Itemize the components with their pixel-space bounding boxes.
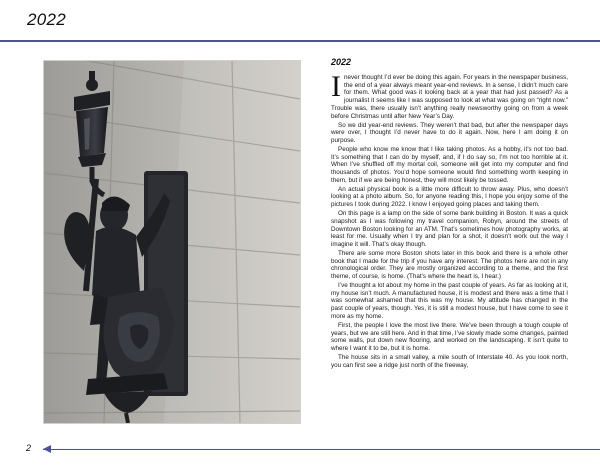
arrow-left-icon (43, 445, 51, 453)
top-rule (0, 40, 600, 42)
paragraph: So we did year-end reviews. They weren’t that bad, but after the newspaper days were over, I thought I’d never have to do it again. Now, here I am doing it on purpose. (331, 121, 568, 144)
paragraph: First, the people I love the most live there. We’ve been through a tough couple of years, but we are still here. And in that time, I’ve slowly made some changes, painted some walls, put down new flooring, and worked on the landscaping. It isn’t quite to where I want it to be, but it is home. (331, 321, 568, 352)
bottom-rule (43, 449, 600, 450)
paragraph: On this page is a lamp on the side of some bank building in Boston. It was a quick snapshot as I was following my travel companion, Robyn, around the streets of Downtown Boston looking for an ATM. That’s sometimes how photography works, at least for me. Usually when I try and plan for a shot, it doesn’t work out the way I imagine it will. That’s okay though. (331, 210, 568, 248)
article (331, 57, 568, 371)
paragraph-text: never thought I’d ever be doing this again. For years in the newspaper business, the end of a year always meant year-end reviews. In a sense, I didn’t much care for them. What good was it looking back at a year that had just passed? As a journalist it seems like I was supposed to look at what was going on “right now.” Trouble was, there usually isn’t anything really newsworthy going on from a week before Christmas until after New Year’s Day. (331, 74, 568, 120)
wall-lamp-statue-icon (44, 61, 300, 423)
drop-cap: I (331, 70, 341, 103)
paragraph: The house sits in a small valley, a mile south of Interstate 40. As you look north, you can first see a ridge just north of the freeway, (331, 353, 568, 369)
paragraph (331, 70, 568, 120)
paragraph: People who know me know that I like taking photos. As a hobby, it’s not too bad. It’s something that I can do by myself, and, if I do say so, I’m not too horrible at it. When I’ve shuffled off my mortal coil, someone will get into my computer and find thousands of photos. You’d hope someone would find something worth keeping in them, but if we are being honest, they will most likely be tossed. (331, 145, 568, 184)
photo-wall-lamp (43, 60, 301, 424)
paragraph: I’ve thought a lot about my home in the past couple of years. As far as looking at it, my house isn’t much. A manufactured house, it is modest and there was a time that I was somewhat ashamed that this was my house. My attitude has changed in the past couple of years, though. Yes, it is still a modest house, but I have come to see it more as my home. (331, 282, 568, 320)
page-number: 2 (26, 443, 32, 453)
paragraph: There are some more Boston shots later in this book and there is a whole other book that I made for the trip if you have any interest. The photos here are not in any chronological order. They are mostly organized according to a theme, and the first theme, of course, is home. (That’s where the heart is, I hear.) (331, 249, 568, 281)
running-title: 2022 (27, 10, 67, 29)
paragraph: An actual physical book is a little more difficult to throw away. Plus, who doesn’t looking at a photo album. So, for anyone reading this, I hope you enjoy some of the pictures I took during 2022. I know I enjoyed going places and taking them. (331, 185, 568, 209)
article-title: 2022 (331, 57, 352, 67)
